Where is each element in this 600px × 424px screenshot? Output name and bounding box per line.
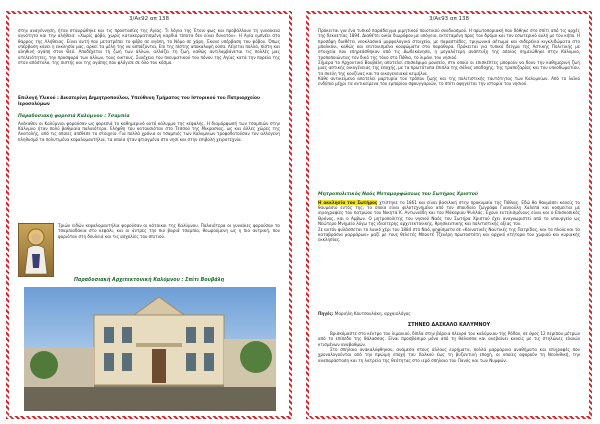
sources-label: Πηγές: [318, 311, 334, 316]
author-heading: Επιλογή Υλικού : Αικατερίνη Δημητροπούλου, Υπεύθυνη Τμήματος του Ιστορικού του Πατριαρχείου Ιεροσολύμων [18, 96, 260, 107]
paragraph-3: Κάθε αντικείμενο αποτελεί μαρτυρία του τρόπου ζωής και της πολιτιστικής ταυτότητας των Καλυμνίων. Από το λαϊκό ενδύπιο μέχρι τα αντικείμενα του εμπορίου σφουγγαριών, το σπίτι αφηγείται την ιστορία του νησιού. [318, 76, 580, 87]
school-paragraph-2: Στο σπήλαιο ανακαλύφθηκαν, ανάμεσα στους άλλους ευρήματα, πολλά μαρμάρινα αναθήματα και επιγραφές που χρονολογούνται από την πρώιμη εποχή του Χαλκού έως τη βυζαντινή εποχή, οι οποίες αφορούν τη Νεολιθική, την αναπαράσταση και τη λατρεία της θεότητας στο ιερό σπήλαιο του Πανός και των Νυμφών. [318, 347, 580, 363]
church-heading-block [18, 278, 280, 283]
page-number: 3/Aε93 απ 138 [428, 16, 470, 22]
church-highlight: Η ακκλησία του Σωτήρος [318, 199, 378, 205]
building-photo-drawing [24, 287, 276, 411]
right-page [306, 11, 592, 419]
caption-text: Τριών ειδών κεφαλομαντήλια φορούσαν οι κάτοικοι της Καλύμνου. Παλαιότερα οι γυναίκες φορούσαν τα τσαμπιαδάκια στο κεφάλι, και οι άντρες την πιο βαριά τσαμπία, θεωρούμενη ως η πιο αντρική, που φοριόταν στη δουλειά και τις ασχολίες του σπιτιού. [58, 223, 280, 239]
right-body [318, 28, 580, 87]
intro-paragraph: στην αναγέννηση, ήταν σταυρώθηκε και τις προστασίες της Αγίας. Τι λόγια της Έτοιν φως και προβάλλουν τη γυναίκεια αγνότητα και την αλήθεια: «Χωρίς φόβο, χωρίς κατακερματισμένη καρδιά τίποτα δεν είναι δυνατόν». Η Αγία εμπνέει στο θάρρος της Αλήθειας. Είναι αυτή που μετατρέπει το φόβο σε αγάπη, το Νόμο σε χάρη. Έκανε υπέρβαση του φόβου. Όπως υπέρβαση κάνει η εκκλησία μας, αρκεί τα μέλη της να ασπάζονται, Επι της πίστης αποκαλυφή ούσα. Λέγεται πολλά, πίστη και αληθινή αγάπη στον Θεό. Αποδέχεται τη ζωή των άλλων, αλλάζει τη ζωή, καθώς αντιλαμβάνεται τις πολλές μας ατελειότητες, την προσφορά των άλλων, τους οικτους. Συνέχεια του πνευματικού του πόνου της Αγίας κατά την πορεία της στον απόστολο, της πιστής και της αγάπης που φλόγισε σε όλο τον κόσμο. [18, 28, 280, 66]
school-paragraph: Βρισκόμαστε στο κέντρο του λιμανιού, δίπλα στην βόρεια πλευρά του καλύμνιου της Ρόδου, σε ύψος 12 περίπου μέτρων από το επίπεδο της θάλασσας. Είναι προσβάσιμο μόνο από τη θάλασσα και ανεβαίνει κανείς με τις στηλώνες ελαιών κτισμένων αναβαθμών. [318, 331, 580, 347]
saint-icon-image [18, 223, 54, 277]
caption-block [58, 223, 280, 239]
left-page [6, 11, 292, 419]
section-block [18, 114, 280, 142]
school-heading: ΣΤΗΝΕΟ ΔΑΣΚΑΛΟ ΚΑΛΥΜΝΟΥ [407, 323, 491, 328]
sources-line [318, 311, 580, 316]
saint-figure-icon [19, 224, 53, 276]
paragraph-1: Πρόκειται για ένα τυπικό παράδειγμα μιμητικού ποιοτικού συνδυασμού. Η πρωτοποριακή που δόθηκε στο σπίτι από τις αρχές της δεκαετίας 1894. Διαθέτει οικία διωρόφου με υπόγειο, εκτεταμένη προς τον δρόμο και τον εσωτερικό αυλή με τον κήπο. Η προσόψη διαθέτει νεοκλασικά μορφολογικά στοιχεία, με παραστάδες, τριγωνικά αέτωμα και σιδερένια κιγκλιδώματα στο μπαλκόνι, καθώς και επιτονισμένα κουφώματα στα παράθυρα. Πρόκειται για τυπικό δείγμα της Αστικής Πολιτικής με στοιχεία που επηρεάσθηκαν από τις Δωδεκάνησα, η μεγαλύτερη ανάπτυξη της οποίας σημειώθηκε στην Κάλυμνο, τροποποιώντας τον δικό της τόνο στο Πόθια, το λιμάνι του νησιού. [318, 28, 580, 60]
church-paragraph [318, 200, 580, 227]
sources-text: Μαριήλη Κουτσουλάκη, αρχαιολόγος [334, 311, 411, 316]
church-heading: Μητροπολιτικός Ναός Μεταμορφώσεως του Σωτήρος Χριστού [318, 192, 478, 197]
church-section [318, 192, 580, 243]
author-block [18, 96, 280, 107]
section-body: Ανέκαθεν οι Καλύμνιοι φορούσαν ως φορεσιά το καθημερινό αυτό κάλυμμα της κεφαλής. Η διαμόρφωσή των τσαμπιών στην Κάλυμνο ήταν πολύ βαθμιαία παλαιότερα. Ελήφθη του κατουσιόταν στο Τεσσού της Μικρασίας, ως και άλλες χώρες της Ανατολής, από τις οποίες απέθεσε το στοιχείο. Για πολλά χρόνια οι τσαμπιές των Καλυμνίων τροφοδοτούσαν τον αλλογενή πληθυσμό τα πολυτιμένα κεφαλομαντήλια, τα οποία ήταν φτιαγμένα στο νησί και στην επιβολή χειροτεχνία. [18, 120, 280, 142]
page-number: 3/Aε92 απ 138 [128, 16, 170, 22]
paragraph-2: Σήμερα το Αρχοντικό Βουβάλη αποτελεί επισκέψιμο μουσείο, στο οποίο οι επισκέπτες μπορούν να δουν την καθημερινή ζωή μιας αστικής οικογένειας της εποχής, με τα πρωτότυπα έπιπλα της σάλας υποδοχής, της τραπεζαρίας και του υπνοδωματίου, τα σκεύη της κουζίνας και τα οικογενειακά κειμήλια. [318, 60, 580, 76]
church-text: χτίστηκε το 1861 και είναι βασιλική στην προκυμαία της Πόθιας. Εδώ θα θαυμάσει κανείς το θαυμάσιο εντός της, το οποίο είναι φιλοτεχνημένο από τον σπουδαίο ζωγράφο Γιαννούλη Χαλεπά και κοσμείται με αγιογραφίες του πατρώου του Νικητά Κ. Αντωνιάδη και του Μάκαριου Ψυλλάς. Έχουν ευτελισμένους είναι και ο Επισκοπικός Θρόνος, και ο Αμβων. Ο μητροπολίτης του νησιού Ναός του Σωτήρα Χριστού έχει αναγνωριστεί από το υπουργείο ως Νεώτερο Μνημείο λόγω της ιδιαίτερης αρχιτεκτονικής, θρησκευτικής και πολιτιστικής αξίας του. [318, 199, 580, 227]
building-photo [24, 287, 276, 411]
church-paragraph-2: Σε αυτόν φυλάσσεται το λαικό χέρι του 1884 στο Ναό, ψηφίσματα σε «Κοινοτικές Ναυτικές της Πατρίδας, και τα πλοία και τα καταβράσια μαρμάρων» μαζί με τους θελετές Μπουτέ Τζενέρη πρωτοστάτη και αρχικό κτήτορα του χωριού και κυριακής εκκλησίας. [318, 226, 580, 243]
school-section [318, 323, 580, 363]
section-heading: Παραδοσιακή φορεσιά Καλύμνου : Τσαμπία [18, 114, 130, 119]
left-intro [18, 28, 280, 65]
architecture-heading: Παραδοσιακή Αρχιτεκτονική Καλύμνου : Σπίτι Βουβάλη [73, 278, 225, 283]
